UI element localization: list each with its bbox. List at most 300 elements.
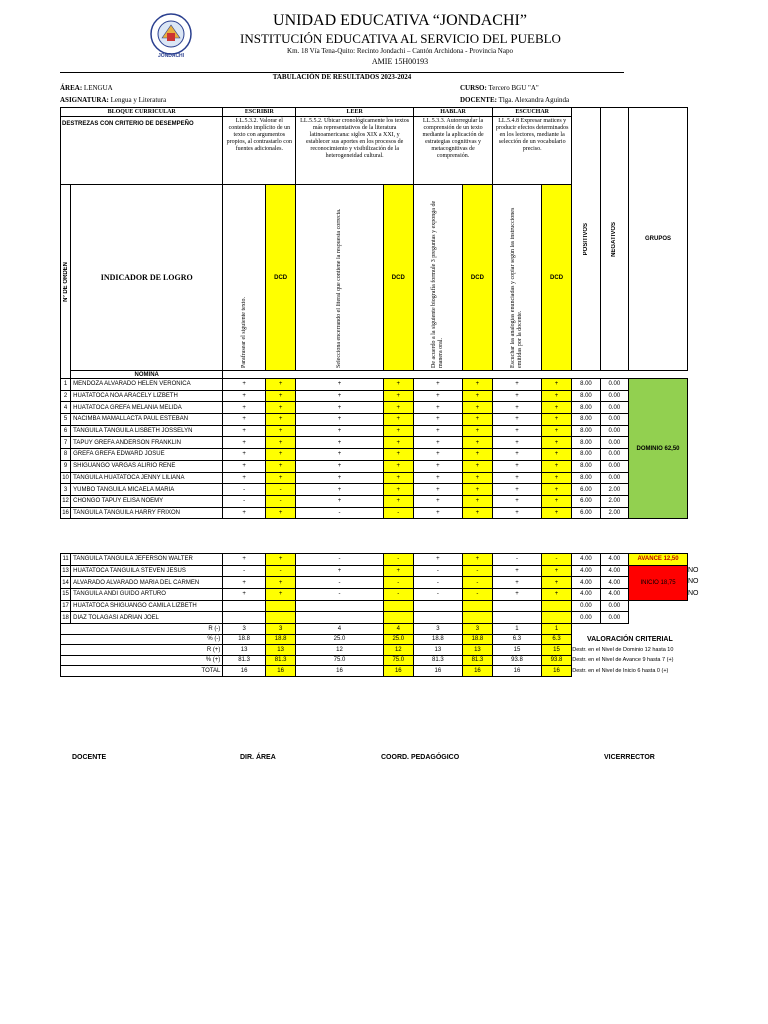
negative-count: 0.00 <box>600 425 628 437</box>
mark-cell <box>493 612 542 624</box>
negative-count: 0.00 <box>600 402 628 414</box>
mark-cell: + <box>462 495 492 507</box>
summary-value: 75.0 <box>296 655 383 666</box>
table-row <box>61 554 688 566</box>
school-address: Km. 18 Vía Tena-Quito: Recinto Jondachi – Cantón Archidona - Provincia Napo <box>287 47 513 55</box>
table-row <box>61 379 688 391</box>
mark-cell: + <box>493 484 542 496</box>
mark-cell: + <box>383 484 413 496</box>
mark-cell: + <box>223 589 266 601</box>
mark-cell: - <box>296 507 383 519</box>
order-number: 11 <box>61 554 71 566</box>
dcd-escuchar: DCD <box>541 185 571 371</box>
summary-value: 18.8 <box>414 634 463 645</box>
mark-cell: + <box>383 402 413 414</box>
mark-cell: + <box>265 414 295 426</box>
summary-value: 16 <box>296 666 383 677</box>
mark-cell: + <box>541 414 571 426</box>
positive-count: 4.00 <box>572 554 600 566</box>
mark-cell: + <box>414 379 463 391</box>
mark-cell: + <box>493 379 542 391</box>
group-dominio: DOMINIO 62,50 <box>629 379 688 519</box>
mark-cell: + <box>414 449 463 461</box>
mark-cell: - <box>383 554 413 566</box>
mark-cell: + <box>541 379 571 391</box>
student-name: NACIMBA MAMALLACTA PAUL ESTEBAN <box>71 414 223 426</box>
summary-value: 18.8 <box>223 634 266 645</box>
positive-count: 4.00 <box>572 577 600 589</box>
teacher-value: Tlga. Alexandra Aguinda <box>498 96 570 104</box>
table-row <box>61 565 688 577</box>
mark-cell: + <box>541 577 571 589</box>
indicator-escribir: Parafrasear el siguiente texto. <box>223 185 266 371</box>
mark-cell: + <box>223 402 266 414</box>
results-table <box>60 107 688 519</box>
mark-cell: + <box>414 437 463 449</box>
valoracion-line: Destr. en el Nivel de Dominio 12 hasta 10 <box>572 646 674 653</box>
mark-cell: - <box>223 484 266 496</box>
subject-line <box>60 96 166 104</box>
positivos-header: POSITIVOS <box>572 108 600 371</box>
order-number: 12 <box>61 495 71 507</box>
student-name: HUATATOCA NOA ARACELY LIZBETH <box>71 390 223 402</box>
mark-cell <box>296 600 383 612</box>
table-row <box>61 589 688 601</box>
mark-cell: + <box>541 507 571 519</box>
mark-cell: - <box>493 554 542 566</box>
mark-cell: + <box>383 414 413 426</box>
mark-cell: + <box>493 402 542 414</box>
mark-cell <box>383 612 413 624</box>
summary-label: % (-) <box>61 634 223 645</box>
mark-cell: + <box>493 425 542 437</box>
mark-cell: + <box>493 437 542 449</box>
mark-cell: + <box>383 379 413 391</box>
order-number: 5 <box>61 414 71 426</box>
dcd-escribir: DCD <box>265 185 295 371</box>
group-inicio: INICIO 18,75 <box>629 565 688 600</box>
mark-cell: + <box>265 460 295 472</box>
summary-row <box>61 655 688 666</box>
mark-cell: + <box>541 495 571 507</box>
mark-cell: - <box>414 589 463 601</box>
mark-cell: + <box>414 414 463 426</box>
summary-value: 81.3 <box>265 655 295 666</box>
course-value: Tercero BGU "A" <box>488 84 539 92</box>
mark-cell <box>383 600 413 612</box>
summary-rows <box>61 624 688 677</box>
table-row <box>61 495 688 507</box>
grupos-header: GRUPOS <box>629 108 688 371</box>
mark-cell: + <box>493 507 542 519</box>
valoracion-line: Destr. en el Nivel de Inicio 6 hasta 0 (+) <box>572 667 669 674</box>
mark-cell: + <box>462 449 492 461</box>
negative-count: 2.00 <box>600 495 628 507</box>
mark-cell: + <box>296 390 383 402</box>
mark-cell: + <box>383 390 413 402</box>
order-number: 7 <box>61 437 71 449</box>
mark-cell: + <box>541 565 571 577</box>
order-number: 8 <box>61 449 71 461</box>
summary-value: 25.0 <box>383 634 413 645</box>
mark-cell: + <box>265 507 295 519</box>
table-row <box>61 425 688 437</box>
negative-count: 4.00 <box>600 577 628 589</box>
mark-cell: + <box>541 472 571 484</box>
summary-value: 12 <box>383 645 413 656</box>
order-number: 13 <box>61 565 71 577</box>
table-row <box>61 437 688 449</box>
order-number: 18 <box>61 612 71 624</box>
table-row <box>61 472 688 484</box>
mark-cell: + <box>541 460 571 472</box>
table-row <box>61 577 688 589</box>
mark-cell: + <box>493 449 542 461</box>
mark-cell <box>265 612 295 624</box>
student-name: HUATATOCA GREFA MELANIA MELIDA <box>71 402 223 414</box>
indicador-header: INDICADOR DE LOGRO <box>71 185 223 371</box>
valoracion-title: VALORACIÓN CRITERIAL <box>586 635 673 643</box>
sign-coord: COORD. PEDAGÓGICO <box>381 754 460 761</box>
mark-cell: + <box>383 495 413 507</box>
negative-count: 0.00 <box>600 472 628 484</box>
mark-cell: + <box>265 577 295 589</box>
mark-cell <box>296 612 383 624</box>
mark-cell <box>462 612 492 624</box>
order-number: 17 <box>61 600 71 612</box>
mark-cell: + <box>414 460 463 472</box>
valoracion-line: Destr. en el Nivel de Avance 9 hasta 7 (+) <box>572 657 674 664</box>
summary-label: % (+) <box>61 655 223 666</box>
order-number: 15 <box>61 589 71 601</box>
mark-cell <box>541 600 571 612</box>
mark-cell: + <box>462 437 492 449</box>
mark-cell: - <box>462 589 492 601</box>
table-row <box>61 600 688 612</box>
mark-cell: + <box>223 577 266 589</box>
sign-docente: DOCENTE <box>72 754 107 761</box>
mark-cell: + <box>265 437 295 449</box>
summary-value: 18.8 <box>462 634 492 645</box>
mark-cell: + <box>296 460 383 472</box>
group2-rows <box>61 554 688 624</box>
mark-cell: + <box>493 589 542 601</box>
summary-value: 3 <box>223 624 266 635</box>
sign-dir-area: DIR. ÁREA <box>240 754 276 761</box>
mark-cell: + <box>462 472 492 484</box>
student-name: TANGUILA TANGUILA JEFERSON WALTER <box>71 554 223 566</box>
negative-count: 0.00 <box>600 600 628 612</box>
mark-cell <box>414 600 463 612</box>
summary-label: R (+) <box>61 645 223 656</box>
institution-motto: INSTITUCIÓN EDUCATIVA AL SERVICIO DEL PUEBLO <box>240 31 561 46</box>
mark-cell: + <box>493 577 542 589</box>
mark-cell: + <box>223 414 266 426</box>
summary-value: 13 <box>462 645 492 656</box>
mark-cell: + <box>462 554 492 566</box>
student-name: ALVARADO ALVARADO MARIA DEL CARMEN <box>71 577 223 589</box>
mark-cell: + <box>223 507 266 519</box>
mark-cell: - <box>414 577 463 589</box>
summary-row <box>61 634 688 645</box>
mark-cell: + <box>296 414 383 426</box>
negative-count: 0.00 <box>600 390 628 402</box>
mark-cell: + <box>414 472 463 484</box>
table-row <box>61 507 688 519</box>
mark-cell: + <box>414 495 463 507</box>
mark-cell: + <box>541 437 571 449</box>
mark-cell: + <box>296 484 383 496</box>
summary-row <box>61 645 688 656</box>
side-note: NO <box>688 590 699 598</box>
course-line <box>460 84 539 92</box>
block-leer: LEER <box>296 108 414 117</box>
mark-cell: + <box>383 460 413 472</box>
mark-cell: + <box>265 390 295 402</box>
summary-value: 4 <box>296 624 383 635</box>
summary-value: 6.3 <box>541 634 571 645</box>
table-row <box>61 402 688 414</box>
mark-cell: + <box>265 472 295 484</box>
summary-value: 13 <box>265 645 295 656</box>
area-line <box>60 84 113 92</box>
sign-vicerrector: VICERRECTOR <box>604 754 655 761</box>
mark-cell: + <box>414 402 463 414</box>
summary-value: 16 <box>265 666 295 677</box>
student-name: GREFA GREFA EDWARD JOSUE <box>71 449 223 461</box>
mark-cell: + <box>414 390 463 402</box>
mark-cell: + <box>493 460 542 472</box>
mark-cell <box>265 600 295 612</box>
positive-count: 8.00 <box>572 414 600 426</box>
mark-cell: + <box>296 449 383 461</box>
student-name: TANGUILA TANGUILA HARRY FRIXON <box>71 507 223 519</box>
block-escribir: ESCRIBIR <box>223 108 296 117</box>
positive-count: 8.00 <box>572 437 600 449</box>
summary-value: 16 <box>493 666 542 677</box>
order-number: 3 <box>61 484 71 496</box>
student-name: TANGUILA ANDI GUIDO ARTURO <box>71 589 223 601</box>
mark-cell: + <box>414 484 463 496</box>
mark-cell: + <box>541 589 571 601</box>
summary-label: TOTAL <box>61 666 223 677</box>
subject-value: Lengua y Literatura <box>110 96 167 104</box>
mark-cell: + <box>383 437 413 449</box>
teacher-label: DOCENTE: <box>460 96 497 104</box>
summary-value: 81.3 <box>223 655 266 666</box>
order-number: 4 <box>61 402 71 414</box>
results-table-2 <box>60 553 688 677</box>
mark-cell: - <box>223 495 266 507</box>
positive-count: 8.00 <box>572 379 600 391</box>
mark-cell: + <box>265 379 295 391</box>
order-number: 1 <box>61 379 71 391</box>
skill-hablar: LL.5.3.3. Autorregular la comprensión de un texto mediante la aplicación de estrategias cognitivas y metacognitivas de comprensión. <box>414 117 493 185</box>
negative-count: 0.00 <box>600 437 628 449</box>
summary-value: 16 <box>414 666 463 677</box>
summary-value: 16 <box>223 666 266 677</box>
negative-count: 0.00 <box>600 379 628 391</box>
mark-cell: - <box>383 507 413 519</box>
mark-cell: + <box>223 379 266 391</box>
student-name: MENDOZA ALVARADO HELEN VERONICA <box>71 379 223 391</box>
student-name: TANGUILA HUATATOCA JENNY LILIANA <box>71 472 223 484</box>
summary-value: 81.3 <box>414 655 463 666</box>
student-name: YUMBO TANGUILA MICAELA MARIA <box>71 484 223 496</box>
positive-count: 8.00 <box>572 425 600 437</box>
positive-count: 0.00 <box>572 612 600 624</box>
mark-cell: - <box>265 565 295 577</box>
mark-cell: + <box>223 554 266 566</box>
summary-value: 93.8 <box>541 655 571 666</box>
mark-cell: + <box>493 390 542 402</box>
mark-cell: - <box>223 565 266 577</box>
summary-value: 15 <box>541 645 571 656</box>
negative-count: 4.00 <box>600 589 628 601</box>
summary-value: 18.8 <box>265 634 295 645</box>
summary-value: 16 <box>541 666 571 677</box>
summary-value: 93.8 <box>493 655 542 666</box>
mark-cell: + <box>414 507 463 519</box>
mark-cell: + <box>223 425 266 437</box>
destrezas-header: DESTREZAS CON CRITERIO DE DESEMPEÑO <box>61 117 223 185</box>
mark-cell: + <box>541 449 571 461</box>
mark-cell: + <box>296 379 383 391</box>
order-number: 10 <box>61 472 71 484</box>
mark-cell: + <box>383 472 413 484</box>
mark-cell: + <box>462 484 492 496</box>
order-number: 9 <box>61 460 71 472</box>
course-label: CURSO: <box>460 84 487 92</box>
mark-cell: + <box>296 402 383 414</box>
mark-cell: + <box>265 449 295 461</box>
summary-value: 15 <box>493 645 542 656</box>
dcd-leer: DCD <box>383 185 413 371</box>
mark-cell: - <box>541 554 571 566</box>
summary-value: 75.0 <box>383 655 413 666</box>
summary-value: 13 <box>223 645 266 656</box>
dcd-hablar: DCD <box>462 185 492 371</box>
positive-count: 8.00 <box>572 472 600 484</box>
negativos-header: NEGATIVOS <box>600 108 628 371</box>
summary-row <box>61 624 688 635</box>
student-name: TAPUY GREFA ANDERSON FRANKLIN <box>71 437 223 449</box>
positive-count: 8.00 <box>572 460 600 472</box>
mark-cell: - <box>265 495 295 507</box>
skill-escuchar: LL.5.4.8 Expresar matices y producir efectos determinados en los lectores, mediante la selección de un vocabulario preciso. <box>493 117 572 185</box>
mark-cell: + <box>265 425 295 437</box>
positive-count: 4.00 <box>572 589 600 601</box>
student-name: HUATATOCA SHIGUANGO CAMILA LIZBETH <box>71 600 223 612</box>
mark-cell: + <box>541 425 571 437</box>
order-number: 16 <box>61 507 71 519</box>
mark-cell: + <box>462 402 492 414</box>
area-value: LENGUA <box>83 84 113 92</box>
table-row <box>61 449 688 461</box>
negative-count: 4.00 <box>600 554 628 566</box>
table-row <box>61 612 688 624</box>
summary-value: 6.3 <box>493 634 542 645</box>
mark-cell: + <box>296 437 383 449</box>
student-name: CHONGO TAPUY ELISA NOEMY <box>71 495 223 507</box>
mark-cell: - <box>383 589 413 601</box>
logo-caption: JONDACHI <box>157 53 185 59</box>
mark-cell: + <box>541 484 571 496</box>
mark-cell: + <box>414 554 463 566</box>
mark-cell: + <box>223 472 266 484</box>
positive-count: 8.00 <box>572 449 600 461</box>
teacher-line <box>460 96 569 104</box>
block-hablar: HABLAR <box>414 108 493 117</box>
skill-leer: LL.5.5.2. Ubicar cronológicamente los textos más representativos de la literatura latinoamericana: siglos XIX a XXI, y establecer sus aportes en los procesos de reconocimiento y visibilización de la heterogeneidad cultural. <box>296 117 414 185</box>
summary-value: 16 <box>383 666 413 677</box>
mark-cell: + <box>462 507 492 519</box>
summary-value: 4 <box>383 624 413 635</box>
negative-count: 2.00 <box>600 484 628 496</box>
block-escuchar: ESCUCHAR <box>493 108 572 117</box>
summary-row <box>61 666 688 677</box>
summary-label: R (-) <box>61 624 223 635</box>
mark-cell: + <box>296 565 383 577</box>
mark-cell: + <box>265 589 295 601</box>
mark-cell <box>462 600 492 612</box>
student-name: SHIGUANGO VARGAS ALIRIO RENE <box>71 460 223 472</box>
mark-cell: + <box>223 390 266 402</box>
mark-cell: + <box>493 472 542 484</box>
summary-value: 12 <box>296 645 383 656</box>
positive-count: 8.00 <box>572 402 600 414</box>
negative-count: 4.00 <box>600 565 628 577</box>
summary-value: 81.3 <box>462 655 492 666</box>
table-row <box>61 460 688 472</box>
mark-cell: - <box>296 577 383 589</box>
negative-count: 0.00 <box>600 449 628 461</box>
summary-value: 3 <box>265 624 295 635</box>
nomina-header: NÓMINA <box>71 371 223 379</box>
mark-cell: + <box>383 425 413 437</box>
skill-escribir: LL.5.3.2. Valorar el contenido implícito de un texto con argumentos propios, al contrastarlo con fuentes adicionales. <box>223 117 296 185</box>
positive-count: 6.00 <box>572 484 600 496</box>
mark-cell: + <box>462 390 492 402</box>
mark-cell: - <box>383 577 413 589</box>
negative-count: 0.00 <box>600 460 628 472</box>
mark-cell: + <box>493 414 542 426</box>
mark-cell: + <box>383 449 413 461</box>
summary-value: 16 <box>462 666 492 677</box>
bloque-header: BLOQUE CURRICULAR <box>61 108 223 117</box>
student-name: HUATATOCA TANGUILA STEVEN JESUS <box>71 565 223 577</box>
table-row <box>61 414 688 426</box>
negative-count: 0.00 <box>600 612 628 624</box>
mark-cell: + <box>493 495 542 507</box>
mark-cell <box>223 600 266 612</box>
mark-cell: + <box>223 460 266 472</box>
order-number: 6 <box>61 425 71 437</box>
positive-count: 4.00 <box>572 565 600 577</box>
positive-count: 6.00 <box>572 507 600 519</box>
mark-cell: + <box>414 425 463 437</box>
mark-cell: + <box>383 565 413 577</box>
mark-cell: + <box>296 425 383 437</box>
mark-cell: - <box>462 565 492 577</box>
summary-value: 3 <box>462 624 492 635</box>
mark-cell: + <box>223 437 266 449</box>
summary-value: 3 <box>414 624 463 635</box>
mark-cell: + <box>462 414 492 426</box>
negative-count: 0.00 <box>600 414 628 426</box>
mark-cell <box>493 600 542 612</box>
mark-cell: - <box>414 565 463 577</box>
